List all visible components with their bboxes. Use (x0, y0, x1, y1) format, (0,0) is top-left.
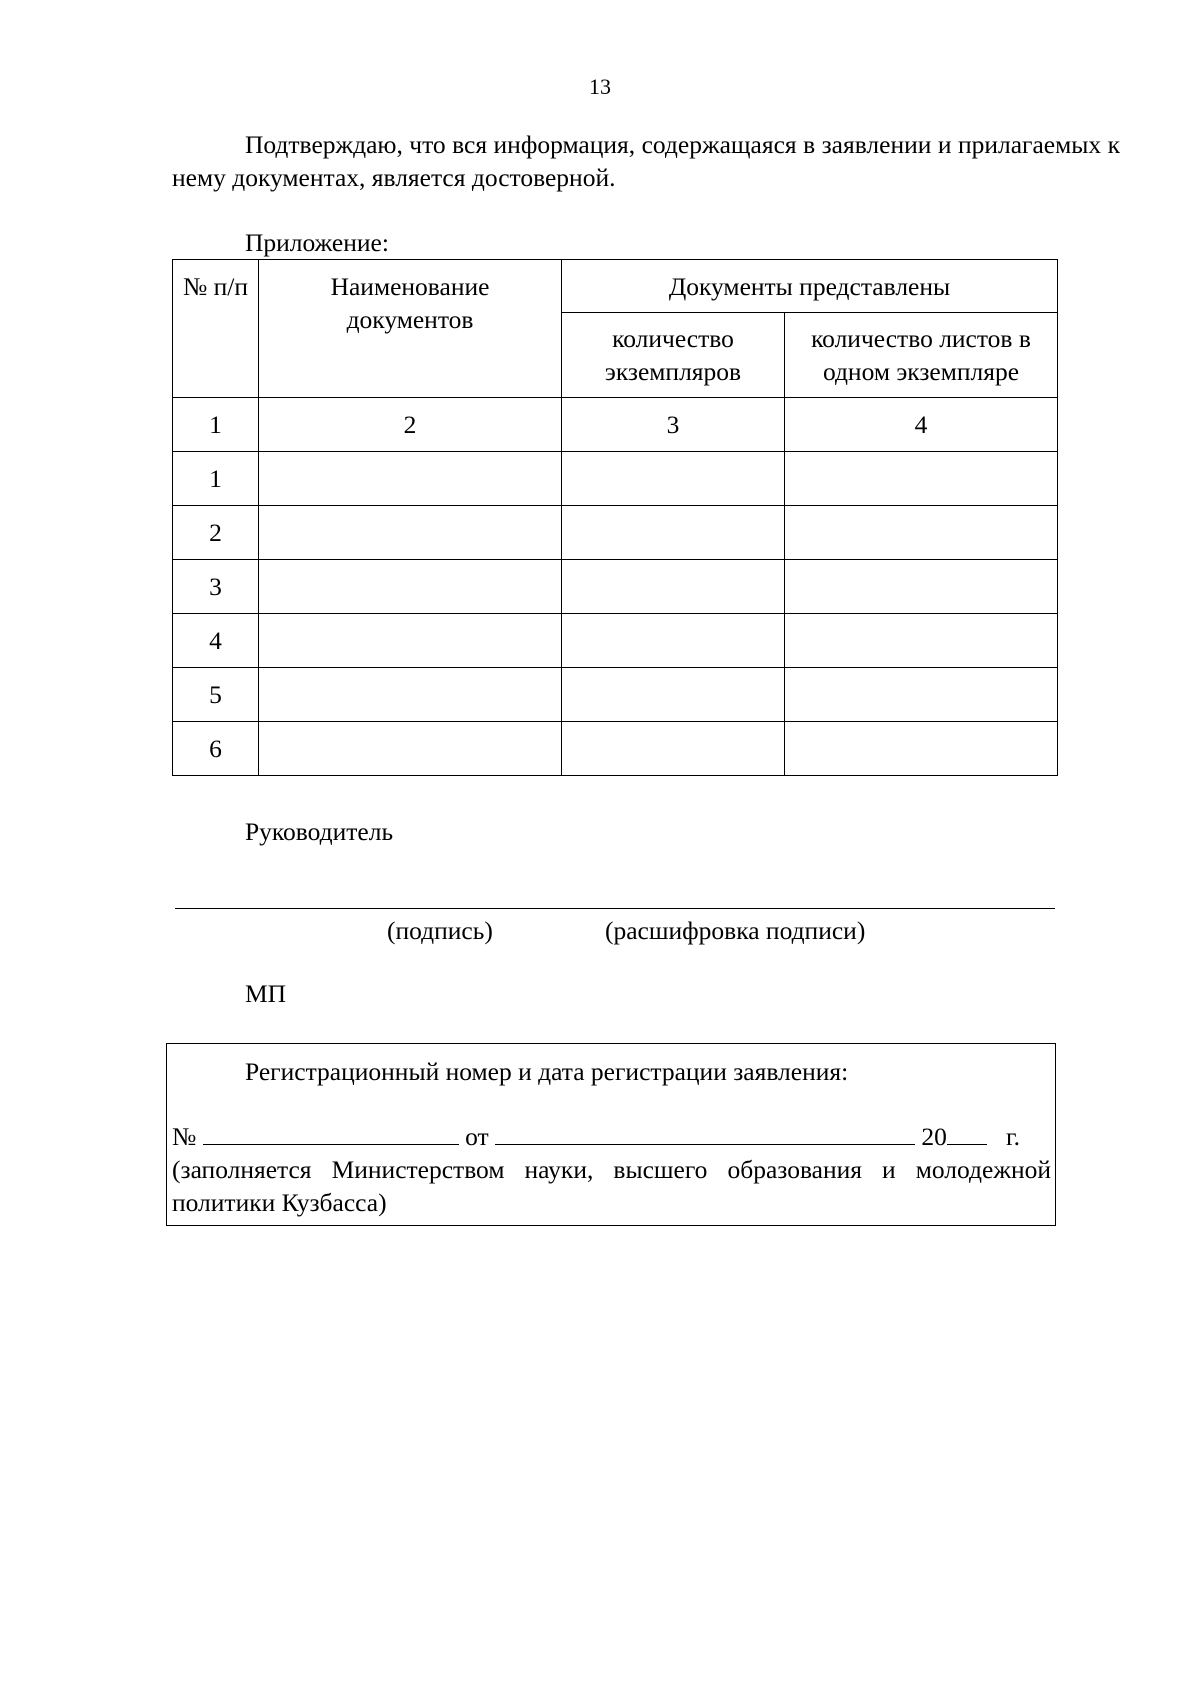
confirmation-paragraph: Подтверждаю, что вся информация, содержащаяся в заявлении и прилагаемых к нему документах, является достоверной. (172, 130, 1120, 192)
registration-date-blank[interactable] (495, 1122, 915, 1145)
empty-cell[interactable] (785, 668, 1058, 722)
empty-cell[interactable] (785, 560, 1058, 614)
year-prefix: 20 (921, 1122, 947, 1151)
year-suffix: г. (1006, 1122, 1020, 1151)
header-copies-count: количество экземпляров (562, 313, 785, 398)
empty-cell[interactable] (562, 614, 785, 668)
table-row (173, 452, 1058, 506)
table-row (173, 668, 1058, 722)
empty-cell[interactable] (562, 506, 785, 560)
row-number: 6 (173, 722, 259, 776)
column-index-row (173, 398, 1058, 452)
from-label: от (465, 1122, 489, 1151)
table-row (173, 560, 1058, 614)
index-cell: 3 (562, 398, 785, 452)
signature-line[interactable] (175, 908, 1055, 909)
empty-cell[interactable] (562, 452, 785, 506)
page-number: 13 (589, 74, 611, 99)
documents-table (172, 259, 1058, 776)
table-row (173, 722, 1058, 776)
empty-cell[interactable] (562, 722, 785, 776)
empty-cell[interactable] (785, 452, 1058, 506)
empty-cell[interactable] (562, 560, 785, 614)
head-label: Руководитель (245, 817, 394, 846)
signature-caption: (подпись) (387, 916, 493, 945)
registration-year-blank[interactable] (947, 1122, 987, 1145)
registration-number-blank[interactable] (203, 1122, 459, 1145)
row-number: 5 (173, 668, 259, 722)
empty-cell[interactable] (785, 614, 1058, 668)
stamp-label: МП (245, 979, 287, 1008)
empty-cell[interactable] (785, 506, 1058, 560)
index-cell: 4 (785, 398, 1058, 452)
row-number: 2 (173, 506, 259, 560)
appendix-label: Приложение: (245, 228, 389, 257)
row-number: 3 (173, 560, 259, 614)
registration-title: Регистрационный номер и дата регистрации заявления: (245, 1057, 849, 1086)
header-documents-provided: Документы представлены (562, 260, 1058, 313)
empty-cell[interactable] (259, 452, 562, 506)
index-cell: 1 (173, 398, 259, 452)
row-number: 4 (173, 614, 259, 668)
empty-cell[interactable] (785, 722, 1058, 776)
header-number: № п/п (173, 260, 259, 398)
table-row (173, 506, 1058, 560)
empty-cell[interactable] (259, 614, 562, 668)
number-sign: № (172, 1122, 197, 1151)
registration-number-line (172, 1120, 1020, 1153)
empty-cell[interactable] (259, 668, 562, 722)
registration-note: (заполняется Министерством науки, высшего образования и молодежной политики Кузбасса) (172, 1155, 1051, 1217)
row-number: 1 (173, 452, 259, 506)
header-sheets-count: количество листов в одном экземпляре (785, 313, 1058, 398)
index-cell: 2 (259, 398, 562, 452)
empty-cell[interactable] (259, 506, 562, 560)
header-document-name: Наименование документов (259, 260, 562, 398)
table-row (173, 614, 1058, 668)
empty-cell[interactable] (562, 668, 785, 722)
empty-cell[interactable] (259, 722, 562, 776)
empty-cell[interactable] (259, 560, 562, 614)
signature-decoding-caption: (расшифровка подписи) (605, 916, 866, 945)
